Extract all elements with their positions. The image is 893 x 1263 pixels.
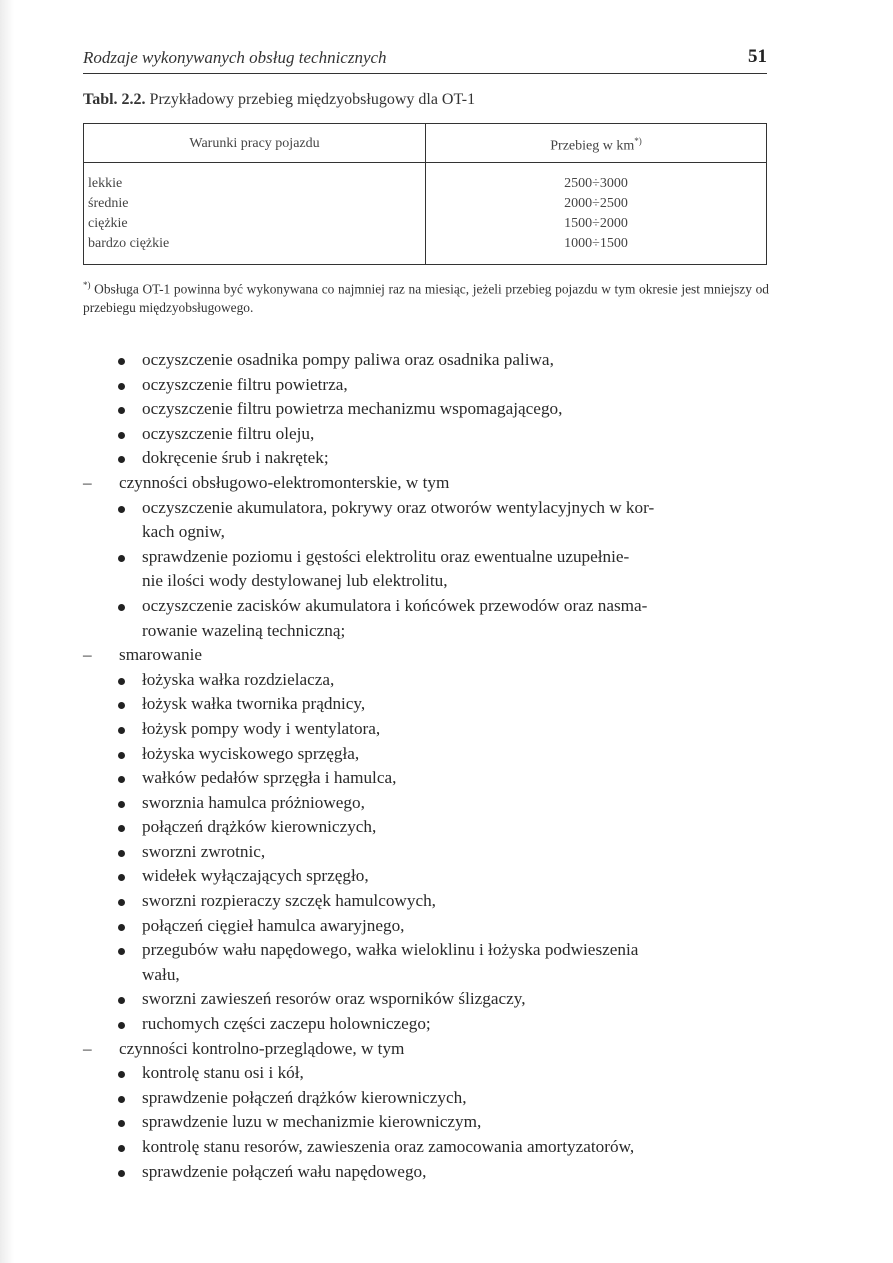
list-item [83, 397, 769, 422]
table-cell-condition: średnie [88, 196, 129, 211]
list-item [83, 692, 769, 717]
list-item [83, 1061, 769, 1086]
section-heading-inspection [83, 1037, 769, 1062]
list-item [83, 422, 769, 447]
list-item-text: połączeń cięgieł hamulca awaryjnego, [142, 915, 405, 935]
dash-marker: – [83, 472, 92, 492]
list-item [83, 348, 769, 373]
bullet-icon [118, 506, 125, 513]
page-number: 51 [748, 46, 767, 67]
bullet-icon [118, 850, 125, 857]
bullet-icon [118, 678, 125, 685]
list-item-text: oczyszczenie osadnika pompy paliwa oraz osadnika paliwa, [142, 350, 554, 369]
bullet-icon [118, 702, 125, 709]
bullet-icon [118, 825, 125, 832]
list-item [83, 864, 769, 889]
footnote-text: Obsługa OT-1 powinna być wykonywana co najmniej raz na miesiąc, jeżeli przebieg pojazdu w tym okresie jest mniejszy od przebiegu międzyobsługowego. [83, 281, 769, 316]
list-item-text: sworzni zwrotnic, [142, 841, 266, 861]
list-item-text: sprawdzenie luzu w mechanizmie kierowniczym, [142, 1112, 482, 1132]
list-item [83, 668, 769, 693]
list-item-text: kontrolę stanu osi i kół, [142, 1063, 304, 1083]
bullet-icon [118, 555, 125, 562]
bullet-icon [118, 383, 125, 390]
bullet-icon [118, 997, 125, 1004]
list-item [83, 889, 769, 914]
bullet-icon [118, 432, 125, 439]
list-item [83, 1086, 769, 1111]
bullet-icon [118, 407, 125, 414]
footnote-marker: *) [634, 136, 642, 146]
list-item-text: łożysk pompy wody i wentylatora, [142, 718, 381, 738]
list-item-text-line1: oczyszczenie akumulatora, pokrywy oraz otworów wentylacyjnych w kor- [142, 497, 655, 517]
table-cell-mileage: 2000÷2500 [564, 196, 628, 211]
bullet-icon [118, 456, 125, 463]
bullet-icon [118, 727, 125, 734]
list-item [83, 717, 769, 742]
list-item-text-line1: oczyszczenie zacisków akumulatora i końcówek przewodów oraz nasma- [142, 595, 648, 615]
list-item-text: sworzni zawieszeń resorów oraz wsporników ślizgaczy, [142, 989, 526, 1009]
list-item [83, 1012, 769, 1037]
list-item [83, 742, 769, 767]
bullet-icon [118, 776, 125, 783]
list-item-text: oczyszczenie filtru powietrza mechanizmu wspomagającego, [142, 399, 563, 419]
dash-marker: – [83, 645, 92, 665]
condition-column [88, 174, 169, 254]
column-header-mileage-text: Przebieg w km [550, 138, 635, 154]
list-item [83, 791, 769, 816]
column-header-conditions: Warunki pracy pojazdu [189, 136, 320, 151]
table-cell-condition: lekkie [88, 176, 123, 191]
list-item-text: kontrolę stanu resorów, zawieszenia oraz zamocowania amortyzatorów, [142, 1137, 635, 1156]
list-item [83, 938, 769, 987]
list-item-text-line2: kach ogniw, [142, 522, 225, 542]
list-item-text: sworznia hamulca próżniowego, [142, 792, 365, 812]
list-item [83, 373, 769, 398]
bullet-icon [118, 801, 125, 808]
list-item-text: łożysk wałka twornika prądnicy, [142, 694, 366, 714]
bullet-icon [118, 948, 125, 955]
body-text [83, 348, 769, 1184]
page-edge-shadow [0, 0, 14, 1263]
bullet-icon [118, 1022, 125, 1029]
bullet-icon [118, 1170, 125, 1177]
bullet-icon [118, 604, 125, 611]
bullet-icon [118, 1096, 125, 1103]
mileage-column [426, 174, 766, 254]
bullet-icon [118, 899, 125, 906]
list-item [83, 914, 769, 939]
bullet-icon [118, 358, 125, 365]
list-item-text: łożyska wałka rozdzielacza, [142, 669, 335, 689]
bullet-icon [118, 1071, 125, 1078]
list-item-text: ruchomych części zaczepu holowniczego; [142, 1014, 431, 1034]
list-item [83, 1135, 769, 1160]
list-item [83, 496, 769, 545]
list-item-text: dokręcenie śrub i nakrętek; [142, 448, 329, 468]
table-cell-mileage: 1500÷2000 [564, 216, 628, 231]
section-heading-text: smarowanie [119, 645, 203, 665]
table-caption [83, 91, 475, 109]
list-item [83, 545, 769, 594]
dash-marker: – [83, 1038, 92, 1058]
list-item-text: sworzni rozpieraczy szczęk hamulcowych, [142, 891, 436, 911]
bullet-icon [118, 1120, 125, 1127]
section-heading-text: czynności obsługowo-elektromonterskie, w tym [119, 472, 450, 492]
table-footnote [83, 276, 769, 317]
list-item-text-line1: sprawdzenie poziomu i gęstości elektrolitu oraz ewentualne uzupełnie- [142, 546, 630, 566]
list-item-text: wałków pedałów sprzęgła i hamulca, [142, 768, 397, 788]
section-heading-lubrication [83, 643, 769, 668]
list-item-text: oczyszczenie filtru oleju, [142, 423, 315, 443]
footnote-mark: *) [83, 280, 91, 290]
mileage-table [83, 123, 767, 265]
table-cell-condition: ciężkie [88, 216, 128, 231]
table-cell-mileage: 1000÷1500 [564, 236, 628, 251]
list-item [83, 1110, 769, 1135]
list-item [83, 840, 769, 865]
list-item-text: połączeń drążków kierowniczych, [142, 817, 377, 837]
list-item [83, 446, 769, 471]
list-item-text-line1: przegubów wału napędowego, wałka wieloklinu i łożyska podwieszenia [142, 940, 639, 960]
list-item [83, 815, 769, 840]
bullet-icon [118, 924, 125, 931]
section-heading-electro [83, 471, 769, 496]
table-cell-mileage: 2500÷3000 [564, 176, 628, 191]
table-caption-label: Tabl. 2.2. [83, 91, 146, 108]
running-header [83, 46, 767, 74]
list-item-text: sprawdzenie połączeń drążków kierowniczych, [142, 1087, 467, 1107]
list-item-text: widełek wyłączających sprzęgło, [142, 866, 369, 886]
column-header-mileage [426, 136, 766, 155]
header-title: Rodzaje wykonywanych obsług technicznych [83, 48, 387, 67]
bullet-icon [118, 752, 125, 759]
table-cell-condition: bardzo ciężkie [88, 236, 170, 251]
table-caption-text: Przykładowy przebieg międzyobsługowy dla OT-1 [149, 91, 476, 108]
list-item [83, 766, 769, 791]
list-item-text-line2: nie ilości wody destylowanej lub elektrolitu, [142, 571, 448, 591]
list-item-text: łożyska wyciskowego sprzęgła, [142, 743, 360, 763]
bullet-icon [118, 1145, 125, 1152]
list-item-text: sprawdzenie połączeń wału napędowego, [142, 1161, 427, 1181]
section-heading-text: czynności kontrolno-przeglądowe, w tym [119, 1038, 405, 1058]
list-item-text: oczyszczenie filtru powietrza, [142, 374, 348, 394]
bullet-icon [118, 874, 125, 881]
list-item-text-line2: wału, [142, 964, 180, 984]
list-item [83, 594, 769, 643]
list-item [83, 987, 769, 1012]
list-item-text-line2: rowanie wazeliną techniczną; [142, 620, 346, 640]
list-item [83, 1160, 769, 1185]
